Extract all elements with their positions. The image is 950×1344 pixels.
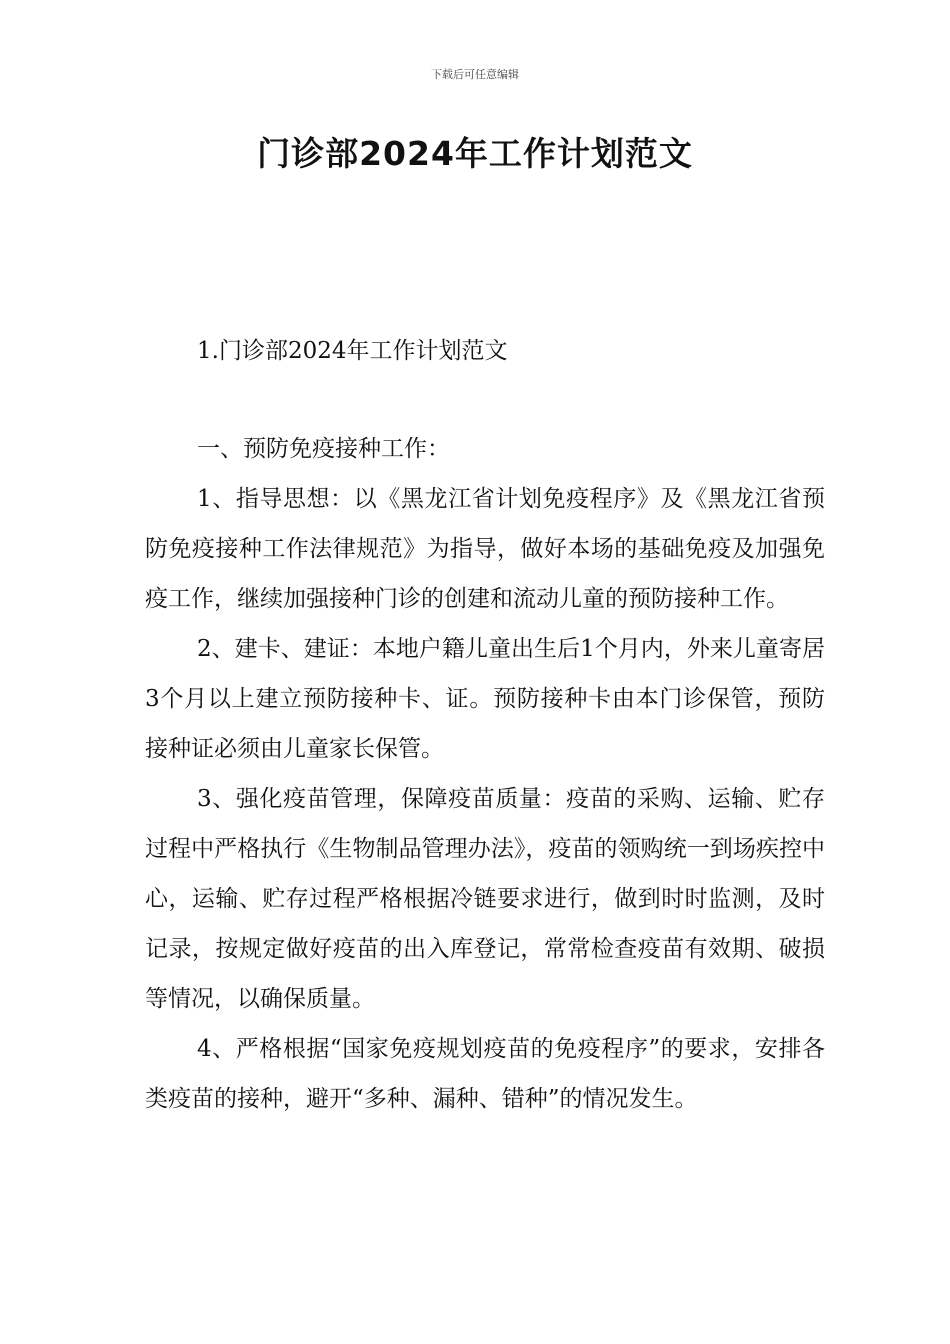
section-heading: 一、预防免疫接种工作：	[197, 436, 450, 462]
subtitle: 1.门诊部2024年工作计划范文	[197, 338, 508, 364]
paragraph-2: 2、建卡、建证：本地户籍儿童出生后1个月内，外来儿童寄居3个月以上建立预防接种卡、证。预防接种卡由本门诊保管，预防接种证必须由儿童家长保管。	[145, 636, 825, 762]
paragraph-4: 4、严格根据“国家免疫规划疫苗的免疫程序”的要求，安排各类疫苗的接种，避开“多种、漏种、错种”的情况发生。	[145, 1036, 825, 1112]
header-note: 下载后可任意编辑	[431, 68, 519, 81]
paragraph-list	[145, 474, 825, 1124]
paragraph-1: 1、指导思想：以《黑龙江省计划免疫程序》及《黑龙江省预防免疫接种工作法律规范》为指导，做好本场的基础免疫及加强免疫工作，继续加强接种门诊的创建和流动儿童的预防接种工作。	[145, 486, 825, 612]
paragraph-3: 3、强化疫苗管理，保障疫苗质量：疫苗的采购、运输、贮存过程中严格执行《生物制品管理办法》，疫苗的领购统一到场疾控中心，运输、贮存过程严格根据冷链要求进行，做到时时监测，及时记录，按规定做好疫苗的出入库登记，常常检查疫苗有效期、破损等情况，以确保质量。	[145, 786, 825, 1012]
document-title: 门诊部2024年工作计划范文	[257, 134, 693, 173]
